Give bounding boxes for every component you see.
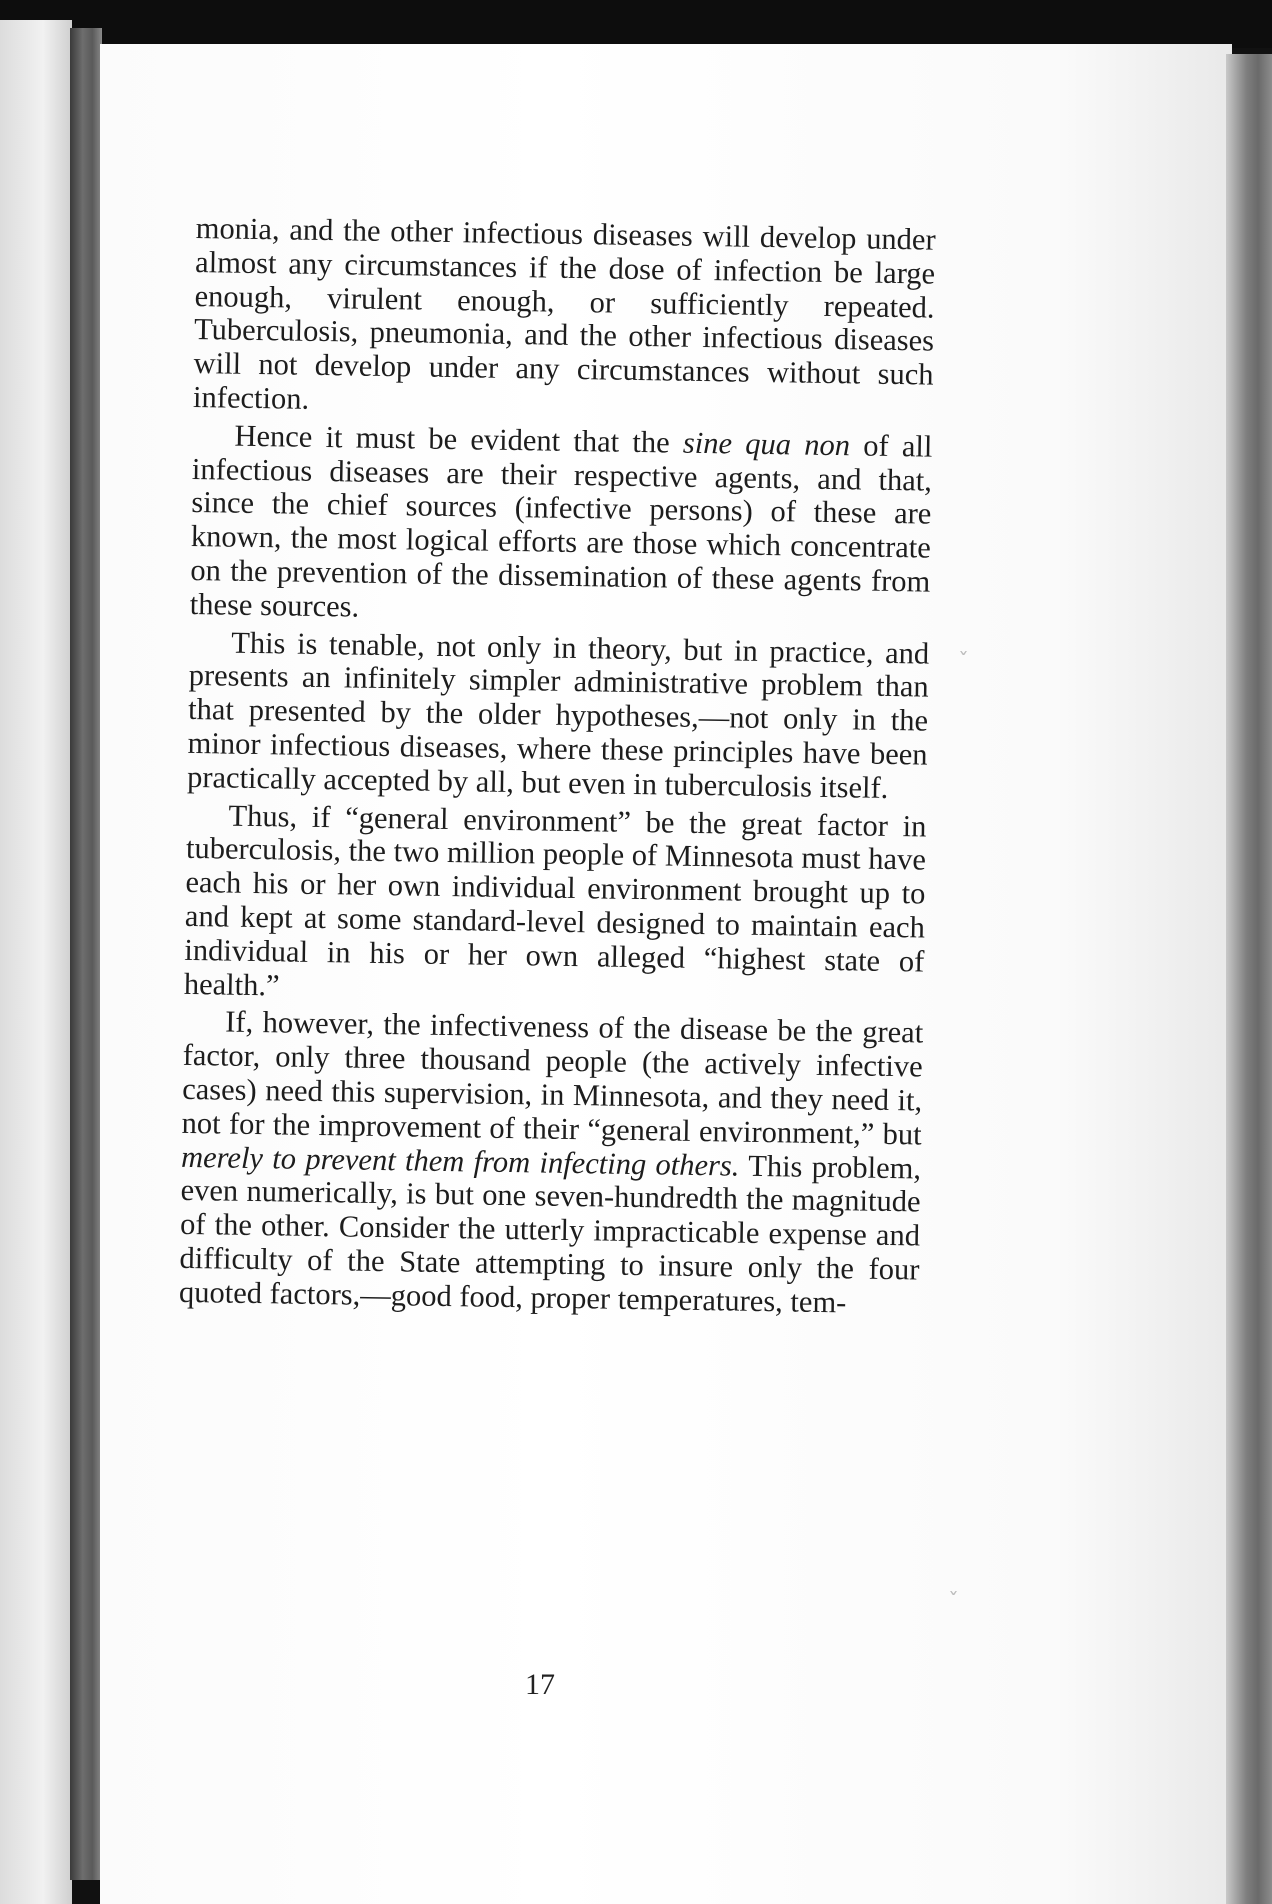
text-run: This problem, even numerically, is but one seven-hundredth the magnitude of the other. Consider the utterly impracticable expense and difficulty of the State attempting to insure only the four quoted factors,—good food, proper temperatures, tem- (178, 1148, 922, 1320)
paragraph-3 (187, 626, 930, 807)
paragraph-4 (184, 798, 927, 1012)
scan-top-border (0, 0, 1272, 48)
page-number: 17 (525, 1668, 555, 1701)
page-stack-edge (1226, 54, 1272, 1904)
text-run: If, however, the infectiveness of the disease be the great factor, only three thousand people (the actively infective cases) need this supervision, in Minnesota, and they need it, not for the improvement of their “general environment,” but (181, 1004, 924, 1152)
book-binding (70, 28, 102, 1880)
body-text (179, 212, 936, 1325)
text-run: Thus, if “general environment” be the great factor in tuberculosis, the two million people of Minnesota must have each his or her own individual environment brought up to and kept at some standard-level designed to maintain each individual in his or her own alleged “highest state of health.” (183, 798, 927, 1002)
text-run: This is tenable, not only in theory, but in practice, and presents an infinitely simpler administrative problem than that presented by the older hypotheses,—not only in the minor infectious diseases, where these principles have been practically accepted by all, but even in tuberculosis itself. (186, 625, 930, 805)
text-run: of all infectious diseases are their respective agents, and that, since the chief sources (infective persons) of these are known, the most logical efforts are those which concentrate on the prevention of the dissemination of these agents from these sources. (189, 428, 933, 624)
facing-page-edge (0, 20, 72, 1904)
paragraph-5 (179, 1005, 924, 1321)
text-run: monia, and the other infectious diseases will develop under almost any circumstances if the dose of infection be large enough, virulent enough, or sufficiently repeated. Tuberculosis, pneumonia, and the other infectious diseases will not develop under any circumstances without such infection. (192, 211, 936, 416)
paragraph-2 (190, 419, 933, 633)
margin-pencil-mark: ˇ (948, 1590, 959, 1615)
text-run: Hence it must be evident that the (234, 418, 684, 460)
italic-phrase: sine qua non (682, 425, 851, 463)
paragraph-1 (193, 212, 936, 426)
italic-phrase: merely to prevent them from infecting others. (180, 1139, 740, 1183)
margin-pencil-mark: ˇ (958, 650, 969, 675)
